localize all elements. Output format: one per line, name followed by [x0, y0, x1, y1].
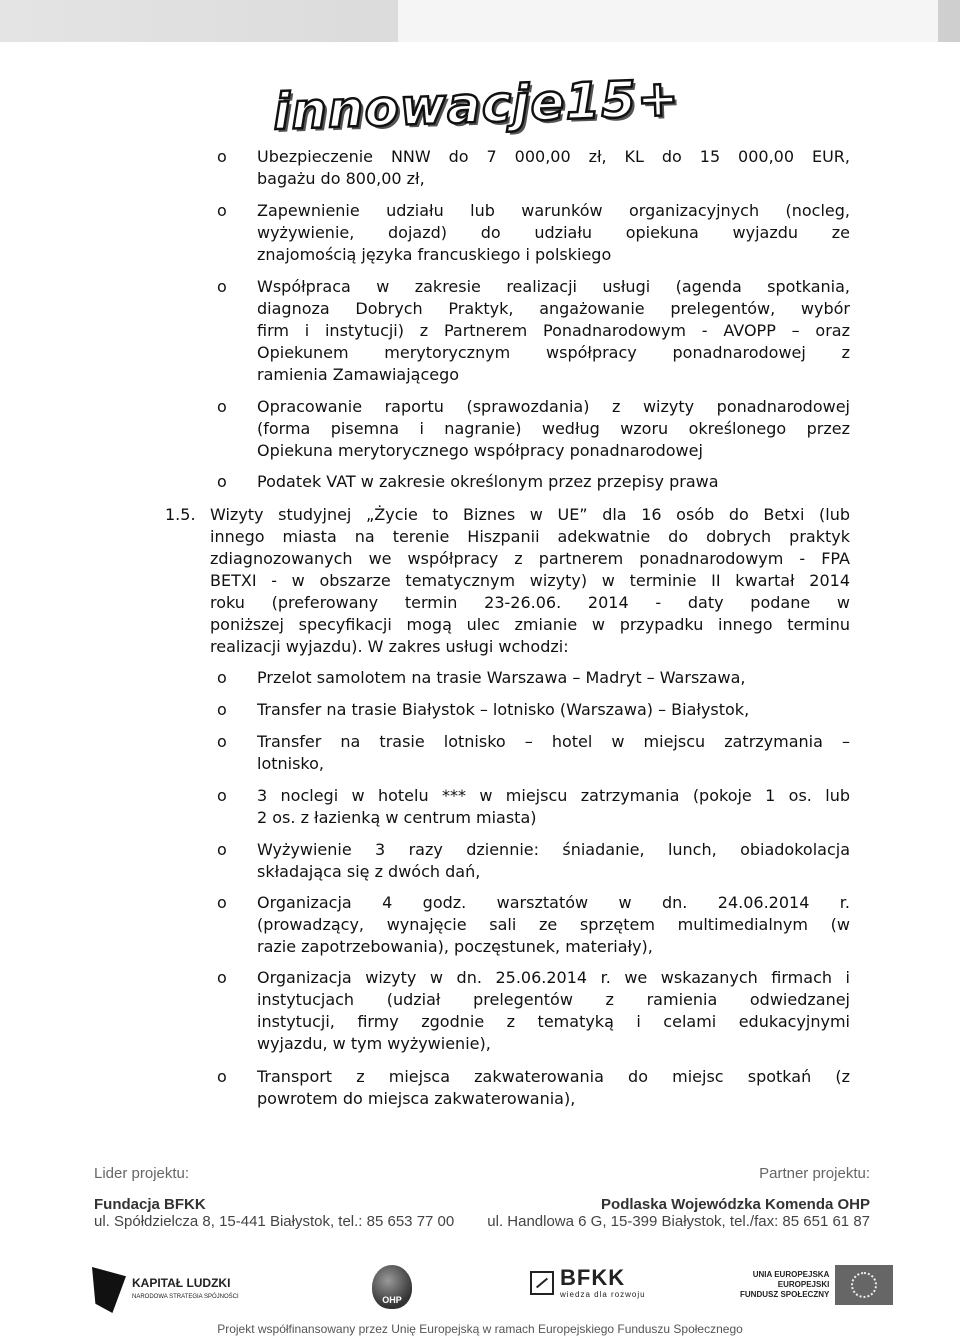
innowacje-logo: [271, 68, 681, 142]
list-b-item: [257, 731, 850, 775]
list-bullet: o: [217, 786, 227, 805]
item-line: diagnoza Dobrych Praktyk, angażowanie prelegentów, wybór: [257, 299, 850, 318]
ohp-logo: [372, 1265, 412, 1309]
list-bullet: o: [217, 700, 227, 719]
item-line: instytucji, firmy zgodnie z tematyką i celami edukacyjnymi: [257, 1012, 850, 1031]
item-line: Opracowanie raportu (sprawozdania) z wizyty ponadnarodowej: [257, 397, 850, 416]
partner-org: Podlaska Wojewódzka Komenda OHP: [601, 1196, 870, 1213]
section-number: 1.5.: [165, 505, 196, 524]
list-a-item: [257, 471, 850, 493]
bfkk-sub: wiedza dla rozwoju: [560, 1290, 646, 1299]
eu-line2: EUROPEJSKI: [777, 1280, 830, 1289]
list-bullet: o: [217, 201, 227, 220]
list-bullet: o: [217, 1067, 227, 1086]
item-line: Opiekunem merytorycznym współpracy ponadnarodowej z: [257, 343, 850, 362]
item-line: wyjazdu, w tym wyżywienie),: [257, 1034, 491, 1053]
kl-sub: NARODOWA STRATEGIA SPÓJNOŚCI: [132, 1294, 239, 1300]
section-line: Wizyty studyjnej „Życie to Biznes w UE” dla 16 osób do Betxi (lub: [210, 505, 850, 524]
list-bullet: o: [217, 147, 227, 166]
list-bullet: o: [217, 893, 227, 912]
eu-line1: UNIA EUROPEJSKA: [752, 1270, 830, 1279]
section-line: zdiagnozowanych we współpracy z partnerem ponadnarodowym - FPA: [210, 549, 850, 568]
logo-text: innowacje15+: [271, 68, 681, 142]
section-line: BETXI - w obszarze tematycznym wizyty) w terminie II kwartał 2014: [210, 571, 850, 590]
item-line: Organizacja 4 godz. warsztatów w dn. 24.06.2014 r.: [257, 893, 850, 912]
list-b-item: [257, 667, 850, 689]
item-line: Opiekuna merytorycznego współpracy ponadnarodowej: [257, 441, 703, 460]
project-leader-block: [94, 1165, 454, 1230]
section-line: poniższej specyfikacji mogą ulec zmianie w przypadku innego terminu: [210, 615, 850, 634]
item-line: Organizacja wizyty w dn. 25.06.2014 r. we wskazanych firmach i: [257, 968, 850, 987]
list-b-item: [257, 967, 850, 1055]
eu-flag-icon: [835, 1265, 893, 1305]
leader-org: Fundacja BFKK: [94, 1196, 206, 1213]
item-line: wyżywienie, dojazd) do udziału opiekuna wyjazdu ze: [257, 223, 850, 242]
eu-line3: FUNDUSZ SPOŁECZNY: [740, 1290, 830, 1299]
item-line: razie zapotrzebowania), poczęstunek, materiały),: [257, 937, 653, 956]
list-bullet: o: [217, 968, 227, 987]
item-line: Współpraca w zakresie realizacji usługi (agenda spotkania,: [257, 277, 850, 296]
list-b-item: [257, 1066, 850, 1110]
item-line: bagażu do 800,00 zł,: [257, 169, 425, 188]
leader-label: Lider projektu:: [94, 1165, 190, 1182]
ohp-name: OHP: [382, 1295, 402, 1305]
list-bullet: o: [217, 472, 227, 491]
eu-efs-logo: [740, 1265, 893, 1305]
kl-name: KAPITAŁ LUDZKI: [132, 1276, 231, 1290]
bfkk-icon: [530, 1271, 554, 1295]
list-bullet: o: [217, 840, 227, 859]
item-line: (prowadzący, wynajęcie sali ze sprzętem multimedialnym (w: [257, 915, 850, 934]
item-line: Ubezpieczenie NNW do 7 000,00 zł, KL do 15 000,00 EUR,: [257, 147, 850, 166]
header-band-highlight: [398, 0, 938, 42]
section-line: innego miasta na terenie Hiszpanii adekwatnie do dobrych praktyk: [210, 527, 850, 546]
item-line: lotnisko,: [257, 754, 324, 773]
item-line: ramienia Zamawiającego: [257, 365, 460, 384]
item-line: Podatek VAT w zakresie określonym przez przepisy prawa: [257, 472, 719, 491]
section-paragraph: [210, 504, 850, 658]
list-b-item: [257, 699, 850, 721]
section-line: realizacji wyjazdu). W zakres usługi wchodzi:: [210, 637, 569, 656]
leader-address: ul. Spółdzielcza 8, 15-441 Białystok, tel.: 85 653 77 00: [94, 1213, 455, 1230]
kapital-ludzki-logo: [92, 1267, 239, 1313]
list-bullet: o: [217, 732, 227, 751]
list-b-item: [257, 892, 850, 958]
item-line: (forma pisemna i nagranie) według wzoru określonego przez: [257, 419, 850, 438]
partner-label: Partner projektu:: [759, 1165, 870, 1182]
kapital-ludzki-icon: [92, 1267, 126, 1313]
item-line: znajomością języka francuskiego i polskiego: [257, 245, 612, 264]
cofinancing-note: Projekt współfinansowany przez Unię Europejską w ramach Europejskiego Funduszu Społecznego: [217, 1322, 743, 1336]
item-line: powrotem do miejsca zakwaterowania),: [257, 1089, 576, 1108]
partner-address: ul. Handlowa 6 G, 15-399 Białystok, tel./fax: 85 651 61 87: [487, 1213, 870, 1230]
item-line: instytucjach (udział prelegentów z ramienia odwiedzanej: [257, 990, 850, 1009]
list-bullet: o: [217, 397, 227, 416]
item-line: firm i instytucji) z Partnerem Ponadnarodowym - AVOPP – oraz: [257, 321, 850, 340]
top-header-band: [0, 0, 960, 42]
project-partner-block: [487, 1165, 870, 1230]
list-a-item: [257, 396, 850, 462]
item-line: Zapewnienie udziału lub warunków organizacyjnych (nocleg,: [257, 201, 850, 220]
list-a-item: [257, 146, 850, 190]
item-line: Transfer na trasie lotnisko – hotel w miejscu zatrzymania –: [257, 732, 850, 751]
item-line: Przelot samolotem na trasie Warszawa – Madryt – Warszawa,: [257, 668, 746, 687]
item-line: Transfer na trasie Białystok – lotnisko (Warszawa) – Białystok,: [257, 700, 750, 719]
item-line: Transport z miejsca zakwaterowania do miejsc spotkań (z: [257, 1067, 850, 1086]
item-line: Wyżywienie 3 razy dziennie: śniadanie, lunch, obiadokolacja: [257, 840, 850, 859]
item-line: 3 noclegi w hotelu *** w miejscu zatrzymania (pokoje 1 os. lub: [257, 786, 850, 805]
ohp-icon: [372, 1265, 412, 1309]
list-bullet: o: [217, 668, 227, 687]
list-a-item: [257, 276, 850, 386]
list-b-item: [257, 785, 850, 829]
funding-logos-row: [0, 1255, 960, 1325]
item-line: składająca się z dwóch dań,: [257, 862, 481, 881]
list-b-item: [257, 839, 850, 883]
list-bullet: o: [217, 277, 227, 296]
bfkk-logo: [530, 1267, 646, 1299]
list-a-item: [257, 200, 850, 266]
item-line: 2 os. z łazienką w centrum miasta): [257, 808, 537, 827]
bfkk-name: BFKK: [560, 1265, 626, 1290]
section-line: roku (preferowany termin 23-26.06. 2014 - daty podane w: [210, 593, 850, 612]
